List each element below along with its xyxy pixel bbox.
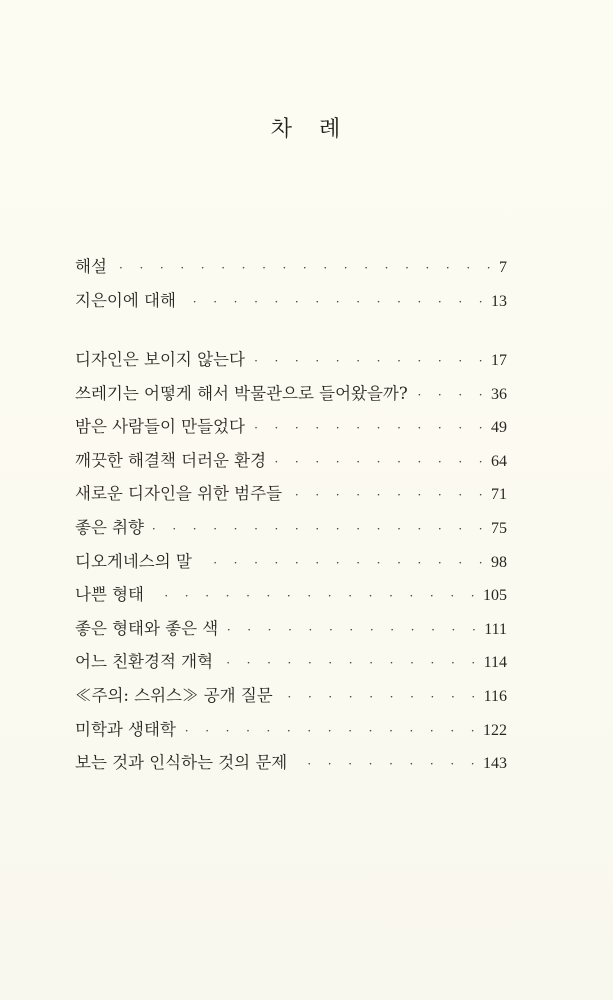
toc-entry bbox=[75, 250, 507, 284]
toc-entry bbox=[75, 545, 507, 579]
dot-leader bbox=[288, 479, 489, 513]
toc-entry bbox=[75, 713, 507, 747]
dot-leader bbox=[219, 647, 482, 681]
toc-group-front-matter bbox=[75, 250, 507, 317]
toc-entry-title: 지은이에 대해 bbox=[75, 290, 176, 310]
toc-entry-title: 보는 것과 인식하는 것의 문제 bbox=[75, 753, 288, 773]
toc-entry-title: 새로운 디자인을 위한 범주들 bbox=[75, 484, 283, 504]
toc-entry-title: 좋은 형태와 좋은 색 bbox=[75, 618, 219, 638]
toc-entry bbox=[75, 612, 507, 646]
toc-entry bbox=[75, 410, 507, 444]
toc-entry-page: 64 bbox=[491, 452, 507, 470]
toc-entry bbox=[75, 645, 507, 679]
toc-entry bbox=[75, 679, 507, 713]
page-title: 차 례 bbox=[270, 117, 351, 142]
toc-entry-page: 114 bbox=[483, 654, 507, 672]
toc-entry-page: 105 bbox=[483, 587, 507, 605]
toc-entry bbox=[75, 746, 507, 780]
dot-leader bbox=[279, 681, 482, 715]
toc-entry-title: 나쁜 형태 bbox=[75, 585, 145, 605]
dot-leader bbox=[150, 580, 481, 614]
toc-entry-title: 해설 bbox=[75, 257, 107, 276]
dot-leader bbox=[198, 547, 489, 581]
toc-entry-page: 143 bbox=[483, 755, 507, 773]
toc-entry-title: ≪주의: 스위스≫ 공개 질문 bbox=[75, 685, 273, 705]
toc-entry-page: 13 bbox=[491, 292, 507, 310]
toc-entry-page: 49 bbox=[491, 419, 507, 437]
toc-entry-page: 71 bbox=[491, 486, 507, 504]
toc-entry-page: 7 bbox=[499, 259, 507, 276]
dot-leader bbox=[272, 446, 489, 480]
toc-entry bbox=[75, 284, 507, 318]
dot-leader bbox=[293, 748, 481, 782]
toc-entry-page: 98 bbox=[491, 553, 507, 571]
toc-entry-title: 밤은 사람들이 만들었다 bbox=[75, 417, 245, 437]
toc-entry bbox=[75, 377, 507, 411]
toc-entry-page: 36 bbox=[491, 385, 507, 403]
toc-entry-title: 좋은 취향 bbox=[75, 517, 145, 537]
dot-leader bbox=[150, 513, 489, 547]
toc-entry-page: 75 bbox=[491, 519, 507, 537]
toc-entry-page: 111 bbox=[484, 620, 507, 638]
toc-entry bbox=[75, 444, 507, 478]
dot-leader bbox=[414, 379, 489, 413]
toc-entry bbox=[75, 343, 507, 377]
toc-entry-page: 122 bbox=[483, 721, 507, 739]
dot-leader bbox=[182, 715, 481, 749]
dot-leader bbox=[251, 412, 489, 446]
dot-leader bbox=[113, 252, 497, 286]
toc-entry-title: 디오게네스의 말 bbox=[75, 551, 192, 571]
toc-entry-title: 쓰레기는 어떻게 해서 박물관으로 들어왔을까? bbox=[75, 383, 408, 403]
toc-entry-title: 디자인은 보이지 않는다 bbox=[75, 350, 245, 369]
dot-leader bbox=[182, 286, 489, 320]
toc-entry bbox=[75, 511, 507, 545]
toc-entry-page: 116 bbox=[483, 687, 507, 705]
toc-entry-title: 어느 친환경적 개혁 bbox=[75, 652, 214, 672]
toc-group-chapters bbox=[75, 343, 507, 780]
toc-entry bbox=[75, 578, 507, 612]
toc-entry-title: 깨끗한 해결책 더러운 환경 bbox=[75, 450, 267, 470]
dot-leader bbox=[224, 614, 482, 648]
dot-leader bbox=[251, 345, 489, 379]
toc-entry-page: 17 bbox=[491, 352, 507, 369]
toc-entry-title: 미학과 생태학 bbox=[75, 719, 176, 739]
toc-entry bbox=[75, 477, 507, 511]
